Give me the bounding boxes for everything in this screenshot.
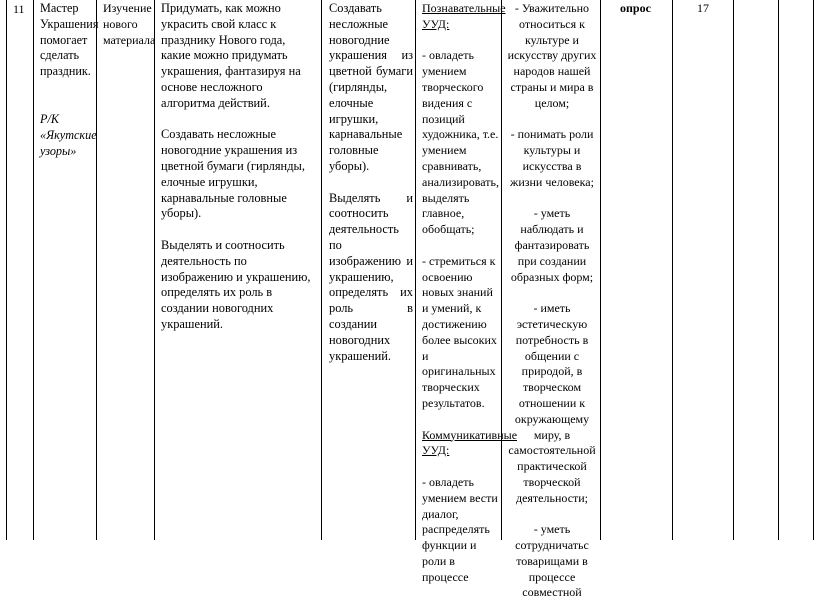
personal-result-3: - уметь наблюдать и фантазировать при создании образных форм; [510, 206, 594, 284]
personal-result-2: - понимать роли культуры и искусства в жизни человека; [510, 127, 594, 189]
col-lesson-type [96, 0, 154, 540]
row-number: 11 [13, 2, 25, 16]
communicative-uud-item-1: - овладеть умением вести диалог, распределять функции и роли в процессе [422, 474, 498, 584]
col-personal-results [501, 0, 600, 600]
col-date [672, 0, 733, 540]
lesson-plan-table [6, 0, 816, 600]
lesson-topic: Мастер Украшения помогает сделать праздник. [40, 1, 99, 79]
col-topic [33, 0, 99, 540]
activity-paragraph-2: Создавать несложные новогодние украшения из цветной бумаги (гирлянды, елочные игрушки, карнавальные головные уборы). [161, 127, 305, 221]
cognitive-uud-item-2: - стремиться к освоению новых знаний и умений, к достижению более высоких и оригинальных творческих результатов. [422, 253, 497, 410]
col-subject-results [321, 0, 415, 540]
col-empty-2 [778, 0, 814, 540]
col-empty-1 [733, 0, 778, 540]
communicative-uud-heading: Коммуникативные УУД: [422, 427, 518, 458]
cognitive-uud-heading: Познавательные УУД: [422, 1, 506, 31]
personal-result-4: - иметь эстетическую потребность в общении с природой, в творческом отношении к окружающему миру, в самостоятельной практической творческой деятельности; [508, 301, 596, 505]
subject-result-1: Создавать несложные новогодние украшения из цветной бумаги (гирлянды, елочные игрушки, карнавальные головные уборы). [329, 1, 413, 173]
col-number [6, 0, 33, 540]
lesson-type: Изучение нового материала [103, 1, 156, 47]
col-uud [415, 0, 518, 584]
cognitive-uud-item-1: - овладеть умением творческого видения с позиций художника, т.е. умением сравнивать, анализировать, выделять главное, обобщать; [422, 48, 499, 237]
lesson-date: 17 [697, 1, 709, 15]
col-control [600, 0, 672, 540]
activity-paragraph-3: Выделять и соотносить деятельность по изображению и украшению, определять их роль в создании новогодних украшений. [161, 237, 311, 331]
activity-paragraph-1: Придумать, как можно украсить свой класс к празднику Нового года, какие можно придумать украшения, фантазируя на основе несложного алгоритма действий. [161, 1, 301, 110]
personal-result-5: - уметь сотрудничатьс товарищами в процессе совместной [515, 522, 589, 600]
subject-result-2: Выделять и соотносить деятельность по изображению и украшению, определять их роль в создании новогодних украшений. [329, 190, 413, 363]
control-form: опрос [620, 1, 651, 15]
regional-component: Р/К «Якутские узоры» [40, 111, 97, 158]
col-activities [154, 0, 321, 540]
personal-result-1: - Уважительно относиться к культуре и искусству других народов нашей страны и мира в целом; [507, 1, 597, 110]
